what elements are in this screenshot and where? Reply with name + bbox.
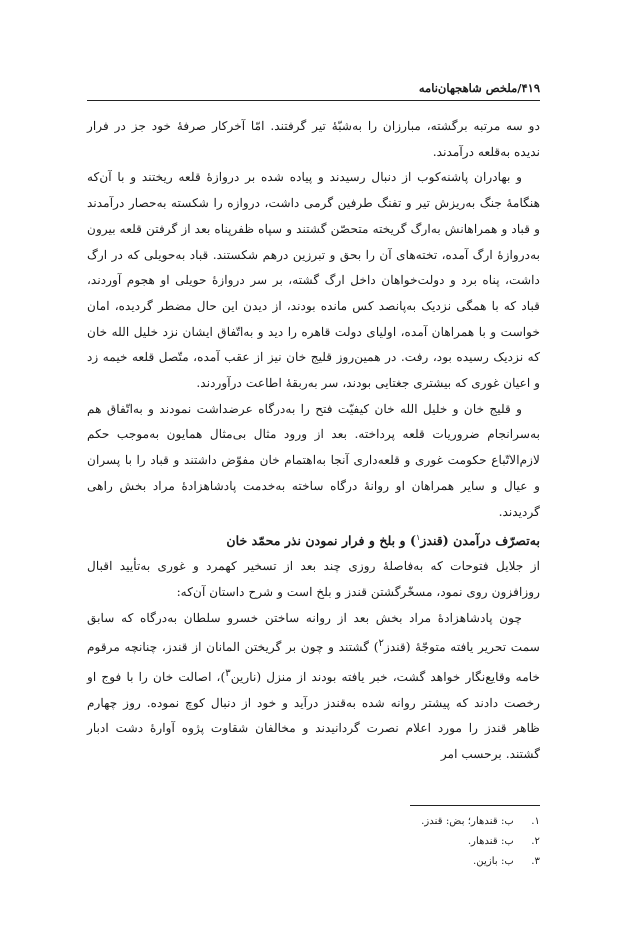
footnote-text: ب: بازین.: [473, 856, 514, 867]
section-heading-part1: به‌تصرّف درآمدن (قندز: [420, 533, 540, 549]
paragraph-march-part1: چون پادشاهزادهٔ مراد بخش بعد از روانه ساختن خسرو سلطان به‌درگاه که سابق سمت تحریر یافته متوجّهٔ (قندز: [87, 610, 540, 655]
footnote-number: ۱.: [531, 816, 540, 827]
page-body: [87, 114, 540, 768]
paragraph-march: [87, 606, 540, 768]
paragraph-intro: از جلایل فتوحات که به‌فاصلهٔ روزی چند بعد از تسخیر کهمرد و غوری به‌تأیید اقبال روزافزون روی نمود، مسخّرگشتن قندز و بلخ است و شرح داستان آن‌که:: [87, 559, 540, 599]
footnote-item: [240, 852, 540, 872]
footnote-text: ب: قندهار.: [467, 836, 514, 847]
footnote-number: ۲.: [531, 836, 540, 847]
footnote-ref-2: ۲: [378, 638, 384, 650]
footnote-text: ب: قندهار؛ بض: قندز.: [421, 816, 514, 827]
paragraph-continuation: دو سه مرتبه برگشته، مبارزان را به‌شبّهٔ تیر گرفتند. امّا آخرکار صرفهٔ خود جز در فرار ندیده به‌قلعه درآمدند.: [87, 119, 540, 159]
paragraph-report: و قلیج خان و خلیل الله خان کیفیّت فتح را به‌درگاه عرضداشت نمودند و به‌اتّفاق هم به‌سرانجام ضروریات قلعه پرداخته. بعد از ورود مثال بی‌مثال همایون به‌موجب حکم لازم‌الاتّباع حکومت غوری و قلعه‌داری آنجا به‌اهتمام خان مفوّض داشتند و قباد را با پسران و عیال و سایر همراهان او روانهٔ درگاه ساخته به‌خدمت پادشاهزادهٔ مراد بخش راهی گردیدند.: [87, 401, 540, 519]
running-header: [87, 78, 540, 101]
footnotes: [240, 812, 540, 872]
paragraph-march-part3: )، اصالت خان را با فوج او رخصت دادند که پیشتر روانه شده به‌قندز درآید و خود از دنبال کوچ نموده. روز چهارم ظاهر قندز را مورد اعلام نصرت گردانیدند و مخالفان شقاوت پژوه آوارهٔ دشت ادبار گشتند. برحسب امر: [87, 670, 540, 762]
footnote-number: ۳.: [531, 856, 540, 867]
paragraph-siege: و بهادران پاشنه‌کوب از دنبال رسیدند و پیاده شده بر دروازهٔ قلعه ریختند و با آن‌که هنگامهٔ جنگ به‌ریزش تیر و تفنگ طرفین گرمی داشت، دروازه را شکسته به‌حصار درآمدند و قباد و همراهانش به‌ارگ گریخته متحصّن گشتند و سپاه ظفرپناه بعد از گرفتن قلعه بیرون به‌دروازهٔ ارگ آمده، تخته‌های آن را بحق و تبرزین درهم شکستند. قباد به‌حویلی که در ارگ داشت، پناه برد و دولت‌خواهان داخل ارگ گشته، بر سر دروازهٔ حویلی او هجوم آوردند، قباد که با همگی نزدیک به‌پانصد کس مانده بودند، از دیدن این حال مضطر گردیده، امان خواست و با همراهان آمده، اولیای دولت قاهره را دید و به‌اتّفاق ایشان نزد خلیل الله خان که نزدیک رسیده بود، رفت. در همین‌روز قلیج خان نیز از عقب آمده، متّصل قلعه خیمه زد و اعیان غوری که بیشتری جغتایی بودند، سر به‌ربقهٔ اطاعت درآوردند.: [87, 170, 540, 391]
running-header-title: ۴۱۹/ملخص شاهجهان‌نامه: [418, 81, 540, 95]
footnote-ref-3: ۳: [225, 668, 231, 680]
footnote-divider: [410, 805, 540, 806]
footnote-item: [240, 832, 540, 852]
section-heading-part2: ) و بلخ و فرار نمودن نذر محمّد خان: [226, 533, 416, 549]
section-heading: [87, 525, 540, 554]
footnote-item: [240, 812, 540, 832]
paragraph-march-part2: ) گشتند و چون بر گریختن المانان از قندز، چنانچه مرقوم خامه وقایع‌نگار خواهد گشت، خبر یافته بودند از منزل (نارین: [87, 640, 540, 685]
footnote-ref-1: ۱: [415, 533, 421, 543]
